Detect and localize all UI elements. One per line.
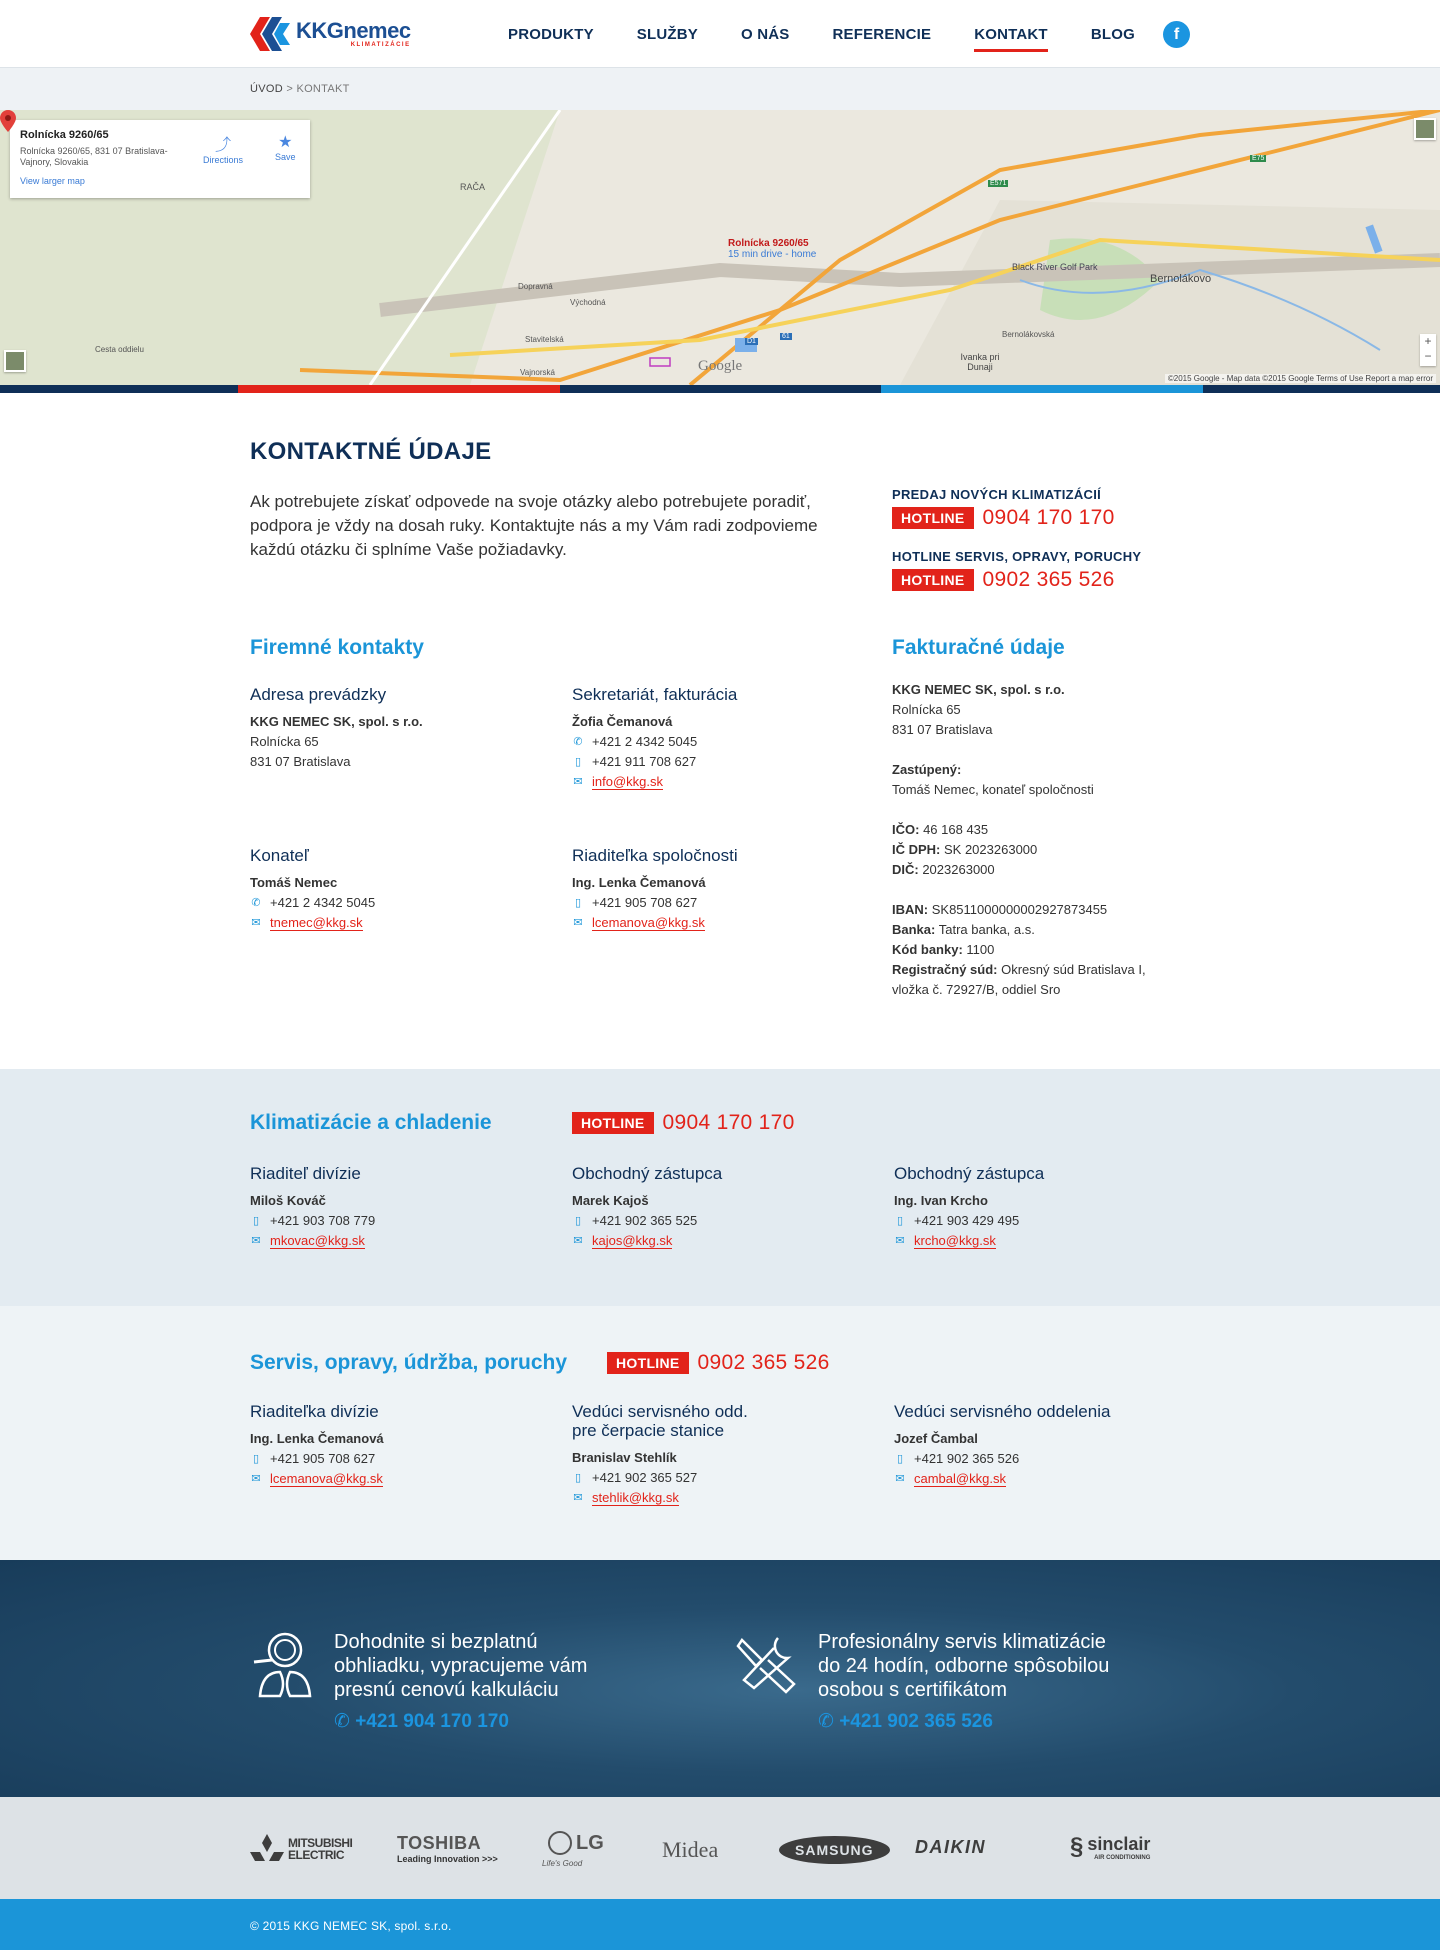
klima-mobile-1[interactable]: +421 903 708 779 [270, 1213, 376, 1228]
map-info-card [10, 120, 310, 198]
billing-street: Rolnícka 65 [892, 702, 961, 717]
servis-mobile-2[interactable]: +421 902 365 527 [592, 1470, 698, 1485]
hotline-badge: HOTLINE [892, 569, 974, 591]
billing-court-label: Registračný súd: [892, 962, 998, 977]
tools-icon [734, 1632, 800, 1694]
map-label-bernolakovska: Bernolákovská [1002, 330, 1055, 339]
servis-role-2: Vedúci servisného odd. [572, 1402, 748, 1421]
billing-iban-label: IBAN: [892, 902, 929, 917]
save-button[interactable] [275, 132, 296, 162]
phone-icon: ✆ [573, 736, 583, 748]
billing-iban: SK8511000000002927873455 [928, 902, 1108, 917]
servis-hotline [607, 1351, 830, 1375]
hotline-badge: HOTLINE [572, 1112, 654, 1134]
sinclair-logo-icon: § [1070, 1833, 1084, 1860]
brand-mitsubishi[interactable] [250, 1834, 352, 1864]
map-label-bernolakovo: Bernolákovo [1150, 273, 1212, 285]
mitsubishi-logo-icon [250, 1834, 284, 1864]
billing-icdph: SK 2023263000 [940, 842, 1038, 857]
color-divider-blue [881, 385, 1203, 393]
billing-title: Fakturačné údaje [892, 636, 1065, 659]
klima-role-1: Riaditeľ divízie [250, 1164, 361, 1183]
map-label-golf: Black River Golf Park [1012, 262, 1098, 272]
mobile-icon: ▯ [252, 1453, 260, 1465]
hotline-service-number[interactable]: 0902 365 526 [982, 568, 1115, 591]
company-contacts-title: Firemné kontakty [250, 636, 424, 659]
logo-mark-icon [250, 17, 290, 51]
brand-mitsubishi-line1: MITSUBISHI [288, 1836, 353, 1850]
address-block [250, 685, 423, 772]
brand-daikin[interactable]: DAIKIN [915, 1837, 986, 1857]
cta-inspection-line1: Dohodnite si bezplatnú [334, 1631, 538, 1653]
klima-hotline-number[interactable]: 0904 170 170 [662, 1111, 795, 1134]
director-title: Riaditeľka spoločnosti [572, 846, 738, 865]
nav-blog[interactable]: BLOG [1090, 26, 1135, 43]
cta-service-line3: osobou s certifikátom [818, 1679, 1007, 1701]
servis-email-1[interactable]: lcemanova@kkg.sk [270, 1470, 383, 1486]
brand-mitsubishi-line2: ELECTRIC [288, 1848, 344, 1862]
zoom-out-button[interactable]: − [1424, 349, 1432, 363]
konatel-phone[interactable]: +421 2 4342 5045 [270, 895, 376, 910]
klima-name-1: Miloš Kováč [250, 1193, 326, 1208]
breadcrumb [250, 83, 350, 95]
breadcrumb-separator: > [286, 83, 294, 95]
servis-hotline-number[interactable]: 0902 365 526 [697, 1351, 830, 1374]
logo[interactable] [250, 17, 411, 51]
mail-icon: ✉ [895, 1235, 905, 1247]
brand-sinclair[interactable] [1070, 1833, 1150, 1861]
brand-lg-line2: Life's Good [542, 1859, 583, 1868]
secretariat-mobile[interactable]: +421 911 708 627 [592, 754, 697, 769]
cta-service [818, 1630, 1109, 1733]
map-label-cesta: Cesta oddielu [95, 345, 144, 354]
address-city: 831 07 Bratislava [250, 754, 351, 769]
klima-role-2: Obchodný zástupca [572, 1164, 723, 1183]
directions-icon: ⤴ [215, 137, 232, 154]
klima-role-3: Obchodný zástupca [894, 1164, 1045, 1183]
billing-dic: 2023263000 [918, 862, 995, 877]
map-zoom-control[interactable] [1420, 334, 1436, 366]
nav-o-nas[interactable]: O NÁS [740, 26, 790, 43]
save-label: Save [275, 152, 296, 162]
breadcrumb-current: KONTAKT [296, 83, 350, 95]
map-label-dopravna: Dopravná [518, 282, 553, 291]
cta-inspection [334, 1630, 587, 1733]
klima-mobile-3[interactable]: +421 903 429 495 [914, 1213, 1020, 1228]
klima-email-1[interactable]: mkovac@kkg.sk [270, 1232, 365, 1248]
klima-person-3 [894, 1164, 1044, 1251]
phone-icon: ✆ [818, 1711, 834, 1732]
billing-icdph-label: IČ DPH: [892, 842, 941, 857]
contact-section [0, 393, 1440, 1069]
billing-court: Okresný súd Bratislava I, [997, 962, 1146, 977]
color-divider [0, 385, 1440, 393]
servis-person-2 [572, 1402, 748, 1508]
hotline-service-title: HOTLINE SERVIS, OPRAVY, PORUCHY [892, 549, 1142, 564]
servis-title: Servis, opravy, údržba, poruchy [250, 1351, 568, 1374]
secretariat-email[interactable]: info@kkg.sk [592, 773, 663, 789]
brand-lg[interactable] [542, 1831, 604, 1868]
klima-section [0, 1069, 1440, 1306]
billing-ico: 46 168 435 [919, 822, 989, 837]
cta-service-phone[interactable]: +421 902 365 526 [839, 1711, 993, 1732]
servis-section [0, 1306, 1440, 1560]
klima-email-2[interactable]: kajos@kkg.sk [592, 1232, 673, 1248]
view-larger-map-link[interactable]: View larger map [20, 176, 85, 186]
billing-bank-label: Banka: [892, 922, 936, 937]
hotline-sales-number[interactable]: 0904 170 170 [982, 506, 1115, 529]
servis-role-1: Riaditeľka divízie [250, 1402, 379, 1421]
klima-person-1 [250, 1164, 375, 1251]
cta-service-phone-row [818, 1710, 1109, 1733]
director-block [572, 846, 738, 933]
brand-midea[interactable]: Midea [662, 1837, 719, 1862]
billing-ico-label: IČO: [892, 822, 920, 837]
mail-icon: ✉ [895, 1473, 905, 1485]
nav-referencie[interactable]: REFERENCIE [832, 26, 932, 43]
mobile-icon: ▯ [896, 1215, 904, 1227]
mail-icon: ✉ [573, 1492, 583, 1504]
brand-sinclair-line2: AIR CONDITIONING [1094, 1854, 1151, 1861]
inspection-icon [250, 1628, 316, 1698]
billing-rep-value: Tomáš Nemec, konateľ spoločnosti [892, 782, 1094, 797]
color-divider-navy-3 [1203, 385, 1440, 393]
map-label-ivanka: Ivanka pri Dunaji [960, 352, 1000, 372]
servis-name-2: Branislav Stehlík [572, 1450, 677, 1465]
map-satellite-toggle-right[interactable] [1414, 118, 1436, 140]
map-card-address: Rolnícka 9260/65, 831 07 Bratislava-Vajnory, Slovakia [20, 146, 168, 167]
page-title: KONTAKTNÉ ÚDAJE [250, 438, 492, 465]
mobile-icon: ▯ [574, 1472, 582, 1484]
konatel-title: Konateľ [250, 846, 309, 865]
cta-inspection-line3: presnú cenovú kalkuláciu [334, 1679, 559, 1701]
map-card-title: Rolnícka 9260/65 [20, 129, 109, 141]
map-label-raca: RAČA [460, 182, 486, 192]
directions-button[interactable] [203, 132, 243, 165]
logo-text: KKGnemec [296, 18, 411, 43]
map-label-e571: E571 [990, 180, 1007, 187]
billing-dic-label: DIČ: [892, 862, 919, 877]
cta-section [0, 1560, 1440, 1797]
klima-name-3: Ing. Ivan Krcho [894, 1193, 988, 1208]
google-logo: Google [698, 358, 743, 374]
nav-kontakt[interactable]: KONTAKT [974, 26, 1048, 52]
servis-mobile-1[interactable]: +421 905 708 627 [270, 1451, 376, 1466]
cta-service-line2: do 24 hodín, odborne spôsobilou [818, 1655, 1110, 1677]
brand-samsung[interactable]: SAMSUNG [779, 1836, 890, 1864]
secretariat-title: Sekretariát, fakturácia [572, 685, 738, 704]
site-footer [0, 1899, 1440, 1950]
billing-block [892, 636, 1190, 1000]
billing-bank: Tatra banka, a.s. [935, 922, 1035, 937]
servis-role-2b: pre čerpacie stanice [572, 1421, 725, 1440]
address-street: Rolnícka 65 [250, 734, 319, 749]
klima-email-3[interactable]: krcho@kkg.sk [914, 1232, 996, 1248]
nav-sluzby[interactable]: SLUŽBY [636, 26, 698, 43]
servis-person-3 [894, 1402, 1110, 1489]
mail-icon: ✉ [251, 917, 261, 929]
facebook-icon[interactable]: f [1163, 21, 1190, 48]
secretariat-phone[interactable]: +421 2 4342 5045 [592, 734, 698, 749]
breadcrumb-home[interactable]: ÚVOD [250, 83, 283, 95]
map-pin-title: Rolnícka 9260/65 [728, 238, 809, 249]
director-mobile[interactable]: +421 905 708 627 [592, 895, 698, 910]
phone-icon: ✆ [251, 897, 261, 909]
servis-person-1 [250, 1402, 384, 1489]
mail-icon: ✉ [573, 1235, 583, 1247]
billing-code-label: Kód banky: [892, 942, 963, 957]
cta-service-line1: Profesionálny servis klimatizácie [818, 1631, 1106, 1653]
servis-email-3[interactable]: cambal@kkg.sk [914, 1470, 1006, 1486]
mobile-icon: ▯ [574, 1215, 582, 1227]
logo-subtitle: KLIMATIZÁCIE [350, 42, 411, 48]
servis-name-3: Jozef Čambal [894, 1431, 978, 1446]
mail-icon: ✉ [573, 917, 583, 929]
secretariat-name: Žofia Čemanová [572, 714, 673, 729]
color-divider-navy-2 [560, 385, 881, 393]
map-satellite-toggle-left[interactable] [4, 350, 26, 372]
klima-person-2 [572, 1164, 722, 1251]
mail-icon: ✉ [251, 1473, 261, 1485]
mobile-icon: ▯ [574, 756, 582, 768]
map-pin-sub: 15 min drive - home [728, 249, 817, 260]
hotline-badge: HOTLINE [607, 1352, 689, 1374]
footer-copyright: © 2015 KKG NEMEC SK, spol. s.r.o. [250, 1919, 452, 1933]
klima-mobile-2[interactable]: +421 902 365 525 [592, 1213, 698, 1228]
hotline-sales-title: PREDAJ NOVÝCH KLIMATIZÁCIÍ [892, 487, 1102, 502]
mobile-icon: ▯ [252, 1215, 260, 1227]
brand-sinclair-line1: sinclair [1087, 1833, 1151, 1854]
konatel-name: Tomáš Nemec [250, 875, 338, 890]
main-nav [508, 26, 1178, 52]
map-pin-icon[interactable] [0, 110, 16, 132]
google-map[interactable] [0, 110, 1440, 385]
map-label-61: 61 [782, 333, 790, 340]
nav-produkty[interactable]: PRODUKTY [508, 26, 594, 43]
color-divider-red [238, 385, 560, 393]
lg-logo-icon [548, 1831, 572, 1855]
director-email[interactable]: lcemanova@kkg.sk [592, 914, 705, 930]
director-name: Ing. Lenka Čemanová [572, 875, 706, 890]
cta-inspection-phone-row [334, 1710, 587, 1733]
mobile-icon: ▯ [574, 897, 582, 909]
hotline-badge: HOTLINE [892, 507, 974, 529]
mail-icon: ✉ [251, 1235, 261, 1247]
brand-toshiba-line2: Leading Innovation >>> [397, 1854, 498, 1864]
billing-company: KKG NEMEC SK, spol. s r.o. [892, 682, 1065, 697]
brand-toshiba[interactable] [397, 1833, 498, 1864]
cta-inspection-line2: obhliadku, vypracujeme vám [334, 1655, 588, 1677]
map-label-stavitelska: Stavitelská [525, 335, 564, 344]
zoom-in-button[interactable]: + [1424, 334, 1432, 348]
billing-city: 831 07 Bratislava [892, 722, 993, 737]
directions-label: Directions [203, 155, 244, 165]
map-label-vychodna: Východná [570, 298, 606, 307]
site-header [0, 0, 1440, 68]
address-title: Adresa prevádzky [250, 685, 387, 704]
billing-rep-label: Zastúpený: [892, 762, 962, 777]
map-credit: ©2015 Google - Map data ©2015 Google Terms of Use Report a map error [1165, 374, 1436, 383]
mail-icon: ✉ [573, 776, 583, 788]
breadcrumb-bar [0, 68, 1440, 110]
mobile-icon: ▯ [896, 1453, 904, 1465]
billing-code: 1100 [962, 942, 995, 957]
servis-name-1: Ing. Lenka Čemanová [250, 1431, 384, 1446]
brand-lg-line1: LG [576, 1831, 604, 1854]
klima-name-2: Marek Kajoš [572, 1193, 649, 1208]
klima-title: Klimatizácie a chladenie [250, 1111, 492, 1134]
konatel-email[interactable]: tnemec@kkg.sk [270, 914, 363, 930]
map-label-vajnorska: Vajnorská [520, 368, 555, 377]
phone-icon: ✆ [334, 1711, 350, 1732]
star-icon: ★ [278, 134, 293, 151]
brand-toshiba-line1: TOSHIBA [397, 1833, 482, 1853]
address-company: KKG NEMEC SK, spol. s r.o. [250, 714, 423, 729]
map-pin-label [728, 238, 816, 260]
hotline-sales [892, 487, 1115, 530]
servis-email-2[interactable]: stehlik@kkg.sk [592, 1489, 679, 1505]
konatel-block [250, 846, 375, 933]
map-label-d1: D1 [747, 338, 756, 345]
map-label-e75: E75 [1252, 155, 1265, 162]
contact-lead: Ak potrebujete získať odpovede na svoje otázky alebo potrebujete poradiť, podpora je vždy na dosah ruky. Kontaktujte nás a my Vám radi zodpovieme každú otázku či splníme Vaše požiadavky. [250, 492, 818, 559]
secretariat-block [572, 685, 737, 792]
billing-court-2: vložka č. 72927/B, oddiel Sro [892, 982, 1061, 997]
klima-hotline [572, 1111, 795, 1135]
color-divider-navy [0, 385, 238, 393]
brands-bar [0, 1797, 1440, 1899]
servis-role-3: Vedúci servisného oddelenia [894, 1402, 1111, 1421]
hotline-service [892, 549, 1141, 592]
cta-inspection-phone[interactable]: +421 904 170 170 [355, 1711, 509, 1732]
servis-mobile-3[interactable]: +421 902 365 526 [914, 1451, 1020, 1466]
